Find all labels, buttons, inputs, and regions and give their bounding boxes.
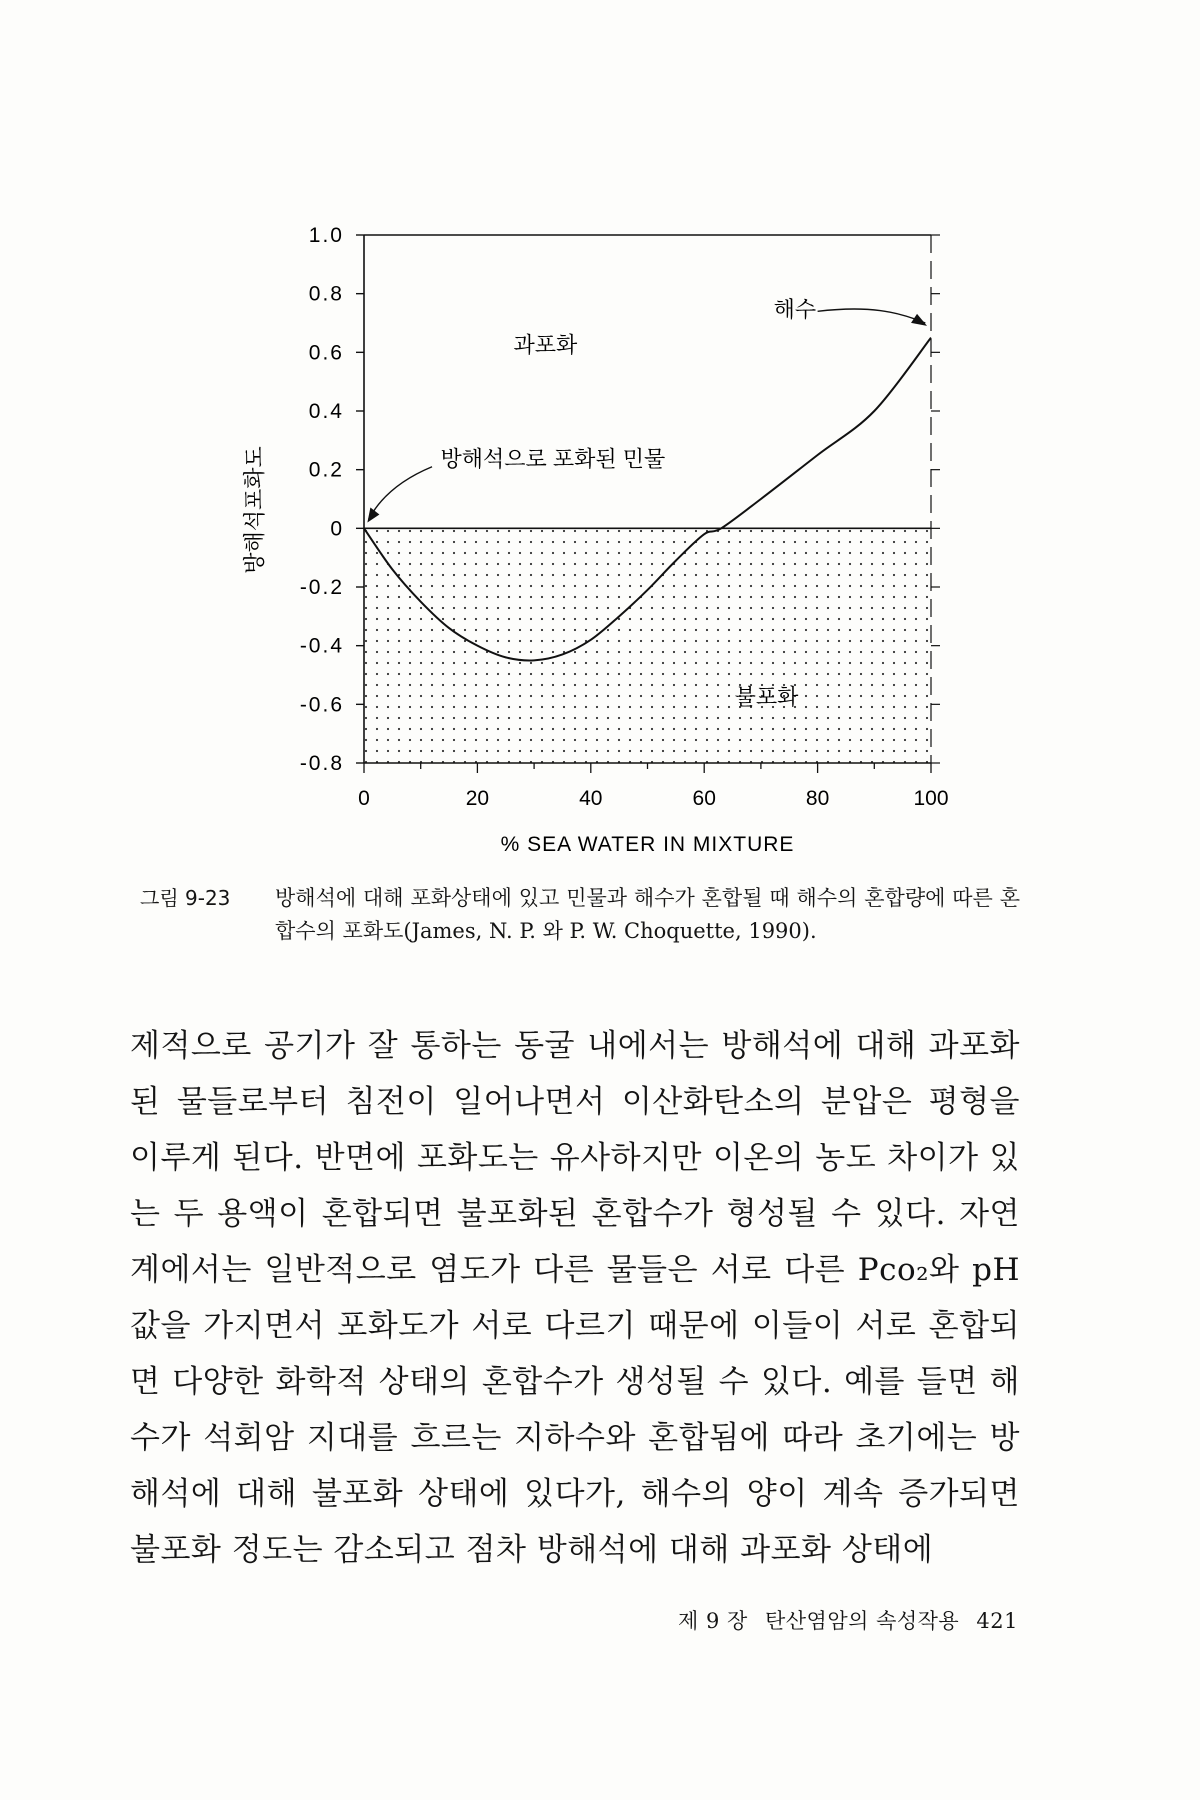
seawater-arrowhead [911,314,927,326]
undersaturated-region [364,528,931,763]
figure-caption [140,882,1020,948]
y-tick-label: 1.0 [308,224,344,247]
body-text [130,1018,1020,1578]
page-footer [668,1605,1018,1635]
x-tick-label: 100 [913,787,949,810]
y-axis-title: 방해석포화도 [242,446,267,574]
caption-text: 방해석에 대해 포화상태에 있고 민물과 해수가 혼합될 때 해수의 혼합량에 따른 혼합수의 포화도(James, N. P. 와 P. W. Choquette, 1990). [275,886,1020,943]
footer-chapter: 제 9 장 [677,1609,748,1633]
y-tick-label: 0.8 [308,282,344,306]
x-axis-title: % SEA WATER IN MIXTURE [500,833,795,856]
seawater-arrow [818,309,926,323]
x-tick-label: 80 [805,787,830,810]
undersaturated-label: 불포화 [734,684,799,710]
x-tick-label: 60 [692,787,716,810]
footer-title: 탄산염암의 속성작용 [764,1609,960,1633]
supersaturated-label: 과포화 [513,332,578,358]
page-number: 421 [976,1609,1018,1633]
saturation-chart [0,0,1200,880]
y-tick-label: 0.2 [308,458,344,482]
x-tick-label: 20 [465,787,490,810]
x-tick-label: 0 [358,787,370,810]
freshwater-label: 방해석으로 포화된 민물 [440,446,666,472]
freshwater-arrowhead [367,507,379,522]
y-tick-label: -0.4 [299,634,344,658]
body-paragraph: 제적으로 공기가 잘 통하는 동굴 내에서는 방해석에 대해 과포화된 물들로부터 침전이 일어나면서 이산화탄소의 분압은 평형을 이루게 된다. 반면에 포화도는 유사하지만 이온의 농도 차이가 있는 두 용액이 혼합되면 불포화된 혼합수가 형성될 수 있다. 자연계에서는 일반적으로 염도가 다른 물들은 서로 다른 Pco₂와 pH값을 가지면서 포화도가 서로 다르기 때문에 이들이 서로 혼합되면 다양한 화학적 상태의 혼합수가 생성될 수 있다. 예를 들면 해수가 석회암 지대를 흐르는 지하수와 혼합됨에 따라 초기에는 방해석에 대해 불포화 상태에 있다가, 해수의 양이 계속 증가되면 불포화 정도는 감소되고 점차 방해석에 대해 과포화 상태에 [130,1028,1020,1568]
freshwater-arrow [369,467,433,520]
y-tick-label: 0.6 [308,341,344,365]
y-tick-label: 0 [330,517,344,541]
seawater-label: 해수 [773,297,817,323]
y-tick-label: -0.2 [299,576,344,599]
y-tick-label: -0.6 [299,693,344,717]
x-tick-label: 40 [579,787,603,810]
caption-label: 그림 9-23 [140,886,231,910]
y-tick-label: 0.4 [308,400,344,423]
y-tick-label: -0.8 [299,752,344,775]
